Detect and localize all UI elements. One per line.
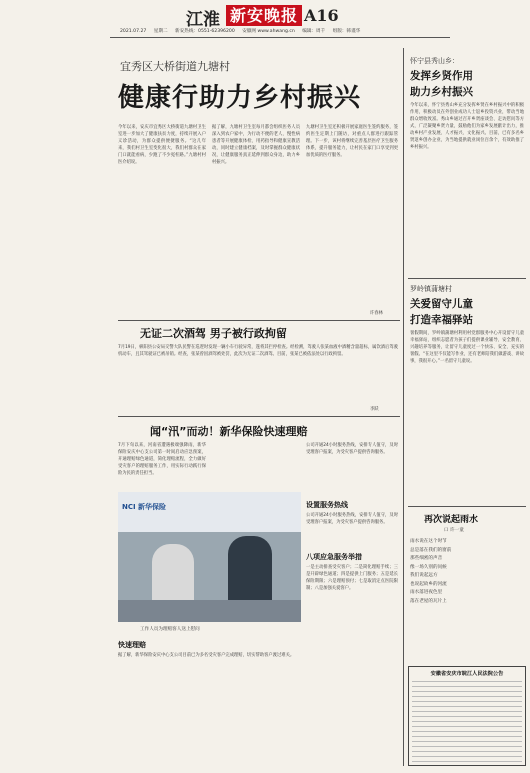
masthead — [0, 0, 530, 38]
drunk-driving-byline: 李跃 — [370, 407, 379, 412]
sidebar-story2-headline2: 打造幸福驿站 — [410, 314, 473, 326]
sidebar-story2-body: 暑假期间，罗岭镇蒲塘村利用村党群服务中心开设留守儿童幸福驿站，组织志愿者为孩子们提供课业辅导、安全教育、兴趣培养等服务，让留守儿童度过一个快乐、安全、充实的暑假。“在这里不仅能写作业，还有老师陪我们做游戏、讲故事，我很开心。”一名留守儿童说。 — [410, 331, 524, 364]
poem-title: 再次说起雨水 — [424, 515, 479, 525]
poem-author: 口 许一童 — [444, 528, 464, 533]
insurance-sub1-title: 设置服务热线 — [306, 501, 348, 509]
sidebar-story1-body: 今年以来，怀宁县秀山乡充分发挥乡贤在乡村振兴中的积极作用，积极动员在外创业成功人士返乡投资兴业，带动当地群众增收致富。秀山乡通过召开乡贤座谈会、走访慰问等方式，广泛凝聚乡贤力量，鼓励他们为家乡发展献计出力，推动乡村产业发展、人才振兴、文化振兴。目前，已有多名乡贤返乡创办企业，为当地提供就业岗位百余个，有效助推了乡村振兴。 — [410, 103, 524, 150]
issue-date: 2021.07.27 — [120, 29, 147, 34]
poem-line: 雨水落进夜色里 — [410, 590, 443, 595]
divider-lead — [118, 320, 400, 321]
region-name: 江淮 — [186, 10, 220, 30]
masthead-info — [120, 28, 450, 36]
insurance-sub1-lead: 公司开通24小时服务热线，安排专人值守，及时受理客户报案，为受灾客户提供咨询服务。 — [306, 443, 398, 455]
hotline: 新安热线：0551-62396200 — [175, 29, 235, 34]
poem-line: 落在老屋的瓦片上 — [410, 598, 447, 604]
insurance-body: 7月下旬以来，河南省遭遇极端强降雨，新华保险安庆中心支公司第一时间启动应急预案，开通理赔绿色通道，简化理赔流程，全力做好受灾客户的理赔服务工作，用实际行动践行保险为民的责任担当。 — [118, 443, 206, 476]
sidebar-story1-headline1: 发挥乡贤作用 — [410, 70, 473, 82]
lead-body-left: 今年以来，安庆市宜秀区大桥街道九塘村卫生室进一步加大了健康扶贫力度，持续开展入户义诊活动，为群众提供便捷服务。“这几年来，我们村卫生室变化很大，我们村群众在家门口就能看病，少跑了不少冤枉路。”九塘村村医介绍说。 — [118, 125, 206, 165]
photo-caption: 工作人员为理赔客人送上慰问 — [140, 627, 200, 632]
court-notice-text — [412, 679, 522, 763]
poem-line: 总是落在我们的窗前 — [410, 547, 452, 553]
sidebar-divider-2 — [408, 506, 526, 507]
court-notice-title: 安徽省安庆市皖江人民法院公告 — [430, 671, 504, 677]
insurance-col2-intro — [306, 442, 398, 496]
poem-line: 那些细密的声音 — [410, 556, 443, 561]
divider-vertical-main — [403, 48, 404, 766]
lead-body-right: 九塘村卫生室还积极开展家庭医生签约服务，签约医生定期上门随访，对重点人群进行跟踪管理。下一步，该村将继续完善基层医疗卫生服务体系，提升服务能力，让村民在家门口享受到更加优质的医疗服务。 — [306, 125, 398, 158]
newspaper-logo: 新安晚报 — [226, 5, 302, 26]
drunk-driving-body: 7月19日，枞阳县公安局交警大队民警在巡逻时发现一辆小车行驶异常，遂将其拦停检查。经检测，驾驶人张某血液中酒精含量超标，属饮酒后驾驶机动车，且其驾驶证已被吊销。经查，张某曾因酒驾被处罚，此次为无证二次酒驾。目前，张某已被依法处以行政拘留。 — [118, 345, 398, 357]
issue-weekday: 星期二 — [153, 29, 168, 34]
photo-sign: NCI 新华保险 — [122, 503, 167, 511]
sidebar-divider-1 — [408, 278, 526, 279]
sidebar-story2-kicker: 罗岭镇蒲塘村 — [410, 285, 452, 293]
lead-headline: 健康行助力乡村振兴 — [118, 83, 362, 113]
insurance-sub3-body: 据了解，新华保险安庆中心支公司目前已为多名受灾客户完成理赔，切实帮助客户渡过难关。 — [118, 653, 295, 658]
insurance-photo — [118, 492, 301, 622]
insurance-sub3-title: 快速理赔 — [118, 641, 146, 649]
poem-line: 像一场久别的问候 — [410, 564, 447, 570]
poem-line: 雨水说在这个时节 — [410, 539, 447, 544]
poem-body — [410, 538, 524, 656]
drunk-driving-headline: 无证二次酒驾 男子被行政拘留 — [140, 327, 287, 340]
insurance-sub2-body: 一是主动排查受灾客户；二是简化理赔手续；三是开辟绿色通道；四是提供上门服务；五是延长保险期限；六是理赔预付；七是取消定点医院限制；八是加强关爱客户。 — [306, 565, 398, 591]
lead-kicker: 宜秀区大桥街道九塘村 — [120, 60, 230, 73]
lead-byline: 许春林 — [370, 311, 383, 316]
sidebar-story2-headline1: 关爱留守儿童 — [410, 298, 473, 310]
insurance-headline: 闻“汛”而动！新华保险快速理赔 — [150, 425, 308, 438]
insurance-sub2-title: 八项应急服务举措 — [306, 553, 362, 561]
photo-table — [118, 600, 301, 622]
masthead-rule — [110, 37, 450, 38]
poem-line: 我们说起远方 — [410, 573, 438, 578]
sidebar-story1-headline2: 助力乡村振兴 — [410, 86, 473, 98]
photo-wall — [118, 492, 301, 532]
site-url[interactable]: 安徽网 www.ahwang.cn — [242, 29, 295, 34]
lead-body-mid: 据了解，九塘村卫生室每月都会组织医务人员深入到农户家中，为行动不便的老人、慢性病患者等开展健康体检、用药指导和健康宣教活动，同时建立健康档案，及时掌握群众健康状况，让健康服务真正延伸到群众身边，助力乡村振兴。 — [212, 125, 300, 165]
designer: 组版：韩谨华 — [332, 29, 361, 34]
court-notice — [408, 666, 526, 766]
page-number: A16 — [304, 6, 339, 25]
divider-mid — [118, 416, 400, 417]
insurance-sub1-body: 公司开通24小时服务热线，安排专人值守，及时受理客户报案，为受灾客户提供咨询服务。 — [306, 513, 398, 525]
sidebar-story1-kicker: 怀宁县秀山乡： — [410, 57, 459, 65]
poem-line: 也说起故乡的河流 — [410, 581, 447, 587]
editor: 编辑：周千 — [302, 29, 326, 34]
